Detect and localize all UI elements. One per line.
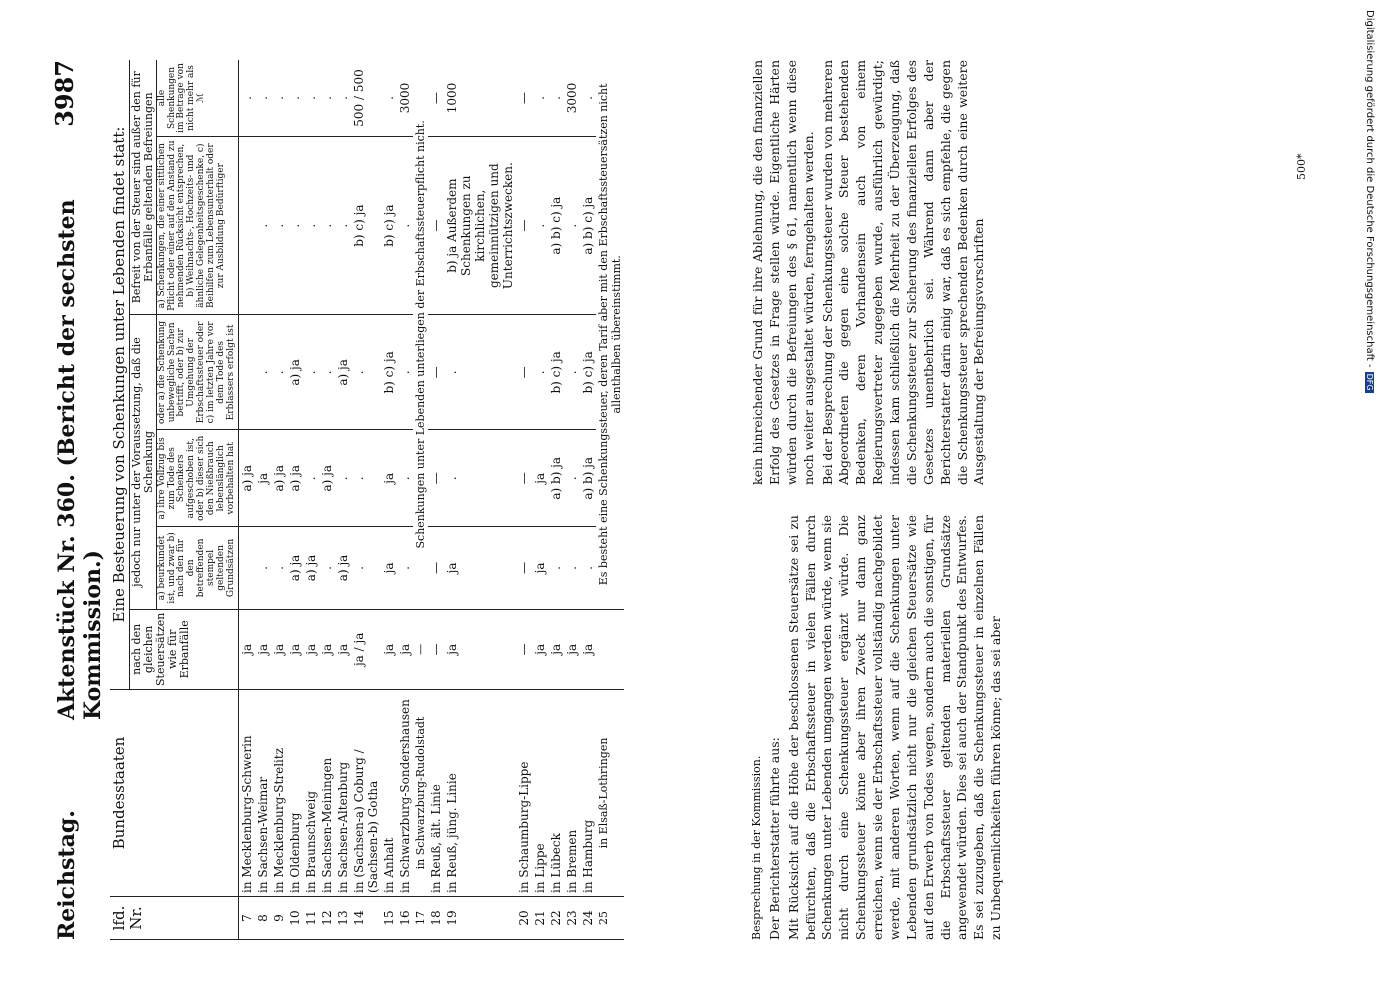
table-row [319, 60, 335, 940]
row-befreit-a: . [532, 136, 548, 314]
row-state: in Elsaß-Lothringen [596, 690, 624, 897]
row-befreit-amount: . [255, 60, 271, 136]
row-jedoch-b: . [335, 430, 351, 527]
paragraph: Der Berichterstatter führte aus: [766, 737, 782, 940]
col-jedoch-c: oder a) die Schenkung unbewegliche Sachen betrifft, oder b) zur Umgehung der Erbschaftssteuer oder c) im letzten Jahre vor dem Tode des Erblassers erfolgt ist [156, 315, 238, 430]
row-jedoch-a: . [271, 527, 287, 610]
row-jedoch-a: a) ja [303, 527, 319, 610]
paragraph: Bei der Besprechung der Schenkungssteuer wurden von mehreren Abgeordneten die gegen eine solche Steuer bestehenden Bedenken, deren Vorhandensein auch von einem Regierungsvertreter zugegeben wurde, ausführlich gewürdigt; indessen kam schließlich die Mehrheit zu der Überzeugung, daß die Schenkungssteuer zur Sicherung des finanziellen Erfolges des Gesetzes unentbehrlich sei. Während dann aber der Berichterstatter darin einig war, daß es sich empfehle, die gegen die Schenkungssteuer sprechenden Bedenken durch eine weitere Ausgestaltung der Befreiungsvorschriften [819, 60, 987, 485]
row-jedoch-c: . [444, 315, 516, 430]
row-jedoch-b: — [516, 430, 532, 527]
row-befreit-amount: 1000 [444, 60, 516, 136]
row-jedoch-b: . [303, 430, 319, 527]
table-row [287, 60, 303, 940]
row-jedoch-b: ja [532, 430, 548, 527]
row-number: 13 [335, 897, 351, 940]
row-state: in Schwarzburg-Sondershausen [397, 690, 413, 897]
row-jedoch-a: a) ja [335, 527, 351, 610]
row-state: in Lippe [532, 690, 548, 897]
row-nach: ja [548, 609, 564, 689]
row-jedoch-a: ja [532, 527, 548, 610]
row-nach: — [516, 609, 532, 689]
row-nach: ja [335, 609, 351, 689]
col-befreit-b [156, 60, 238, 136]
row-state: in Schwarzburg-Rudolstadt [413, 690, 428, 897]
page-header [50, 60, 106, 940]
table-row [532, 60, 548, 940]
row-jedoch-b: ja [255, 430, 271, 527]
row-number: 15 [381, 897, 397, 940]
table-row [351, 60, 381, 940]
row-state: in Lübeck [548, 690, 564, 897]
row-jedoch-a: — [428, 527, 444, 610]
row-jedoch-c: a) ja [287, 315, 303, 430]
table-row [238, 60, 255, 940]
row-befreit-amount: . [548, 60, 564, 136]
row-jedoch-a: . [564, 527, 580, 610]
table-row [413, 60, 428, 940]
row-jedoch-a: . [397, 527, 413, 610]
row-befreit-a: . [287, 136, 303, 314]
table-row [516, 60, 532, 940]
row-number: 12 [319, 897, 335, 940]
row-befreit-a: — [428, 136, 444, 314]
col-befreit-header: Befreit von der Steuer sind außer den für Erbanfälle geltenden Befreiungen [129, 60, 156, 315]
row-jedoch-a: a) ja [287, 527, 303, 610]
row-number: 19 [444, 897, 516, 940]
row-jedoch-b: a) b) ja [580, 430, 596, 527]
row-nach: ja [444, 609, 516, 689]
row-number: 18 [428, 897, 444, 940]
paragraph: kein hinreichender Grund für ihre Ablehnung, die den finanziellen Erfolg des Gesetzes in Frage stellen würde. Eigentliche Härten würden durch die Befreiungen des § 61, namentlich wenn diese noch weiter ausgestaltet würden, ferngehalten werden. [750, 60, 816, 485]
row-state: in Sachsen-Altenburg [335, 690, 351, 897]
row-number: 9 [271, 897, 287, 940]
row-jedoch-c: . [255, 315, 271, 430]
row-befreit-amount: . [580, 60, 596, 136]
table-row [580, 60, 596, 940]
row-state: in Sachsen-Meiningen [319, 690, 335, 897]
col-jedoch-a: a) beurkundet ist, und zwar b) nach den für den betreffenden stempel geltenden Grundsätzen [156, 527, 238, 610]
row-befreit-a: — [516, 136, 532, 314]
table-row [564, 60, 580, 940]
row-nach: ja [287, 609, 303, 689]
digitization-note [1355, 10, 1375, 990]
row-jedoch-b: . [397, 430, 413, 527]
row-state: in Anhalt [381, 690, 397, 897]
row-befreit-a: . [319, 136, 335, 314]
row-jedoch-c: a) ja [335, 315, 351, 430]
row-nach: ja [238, 609, 255, 689]
row-befreit-amount: — [428, 60, 444, 136]
row-number: 17 [413, 897, 428, 940]
row-befreit-a: b) ja Außerdem Schenkungen zu kirchlichen, gemeinnützigen und Unterrichtszwecken. [444, 136, 516, 314]
row-jedoch-c: — [516, 315, 532, 430]
row-number: 14 [351, 897, 381, 940]
row-nach: ja [319, 609, 335, 689]
row-befreit-amount: . [303, 60, 319, 136]
row-jedoch-a: ja [444, 527, 516, 610]
row-befreit-a: . [255, 136, 271, 314]
row-jedoch-a: — [516, 527, 532, 610]
row-state: in Bremen [564, 690, 580, 897]
row-jedoch-c: . [564, 315, 580, 430]
row-span-note: Schenkungen unter Lebenden unterliegen der Erbschaftssteuerpflicht nicht. [413, 60, 428, 609]
section-title: Besprechung in der Kommission. [750, 755, 763, 940]
col-jedoch-header: jedoch nur unter der Voraussetzung, daß die Schenkung [129, 315, 156, 609]
row-befreit-amount: . [532, 60, 548, 136]
row-befreit-amount: . [319, 60, 335, 136]
row-jedoch-b: — [428, 430, 444, 527]
row-jedoch-b: ja [381, 430, 397, 527]
row-nach: ja [580, 609, 596, 689]
row-nach [596, 609, 624, 689]
row-jedoch-c: b) c) ja [548, 315, 564, 430]
row-jedoch-a: . [580, 527, 596, 610]
row-jedoch-b: a) ja [238, 430, 255, 527]
rotated-document [50, 60, 1320, 940]
col-befreit-a: a) Schenkungen, die einer sittlichen Pflicht oder einer auf den Anstand zu nehmenden Rücksicht entsprechen, b) Weihnachts-, Hochzeits- und ähnliche Gelegenheitsgeschenke, c) Beihilfen zum Lebensunterhalt oder zur Ausbildung Bedürftiger [156, 136, 238, 314]
row-befreit-amount: 3000 [397, 60, 413, 136]
tax-table [110, 60, 624, 940]
col-nach-header: nach den gleichen Steuersätzen wie für Erbanfälle [129, 609, 238, 689]
row-number: 22 [548, 897, 564, 940]
text-column-2 [750, 60, 990, 485]
row-jedoch-c: . [532, 315, 548, 430]
row-state: in Schaumburg-Lippe [516, 690, 532, 897]
table-row [444, 60, 516, 940]
row-state: in (Sachsen-a) Coburg / (Sachsen-b) Gotha [351, 690, 381, 897]
row-befreit-a: . [397, 136, 413, 314]
row-state: in Mecklenburg-Strelitz [271, 690, 287, 897]
row-jedoch-c: b) c) ja [381, 315, 397, 430]
table-row [596, 60, 624, 940]
row-jedoch-b: a) ja [271, 430, 287, 527]
row-nach: ja [381, 609, 397, 689]
row-jedoch-c: . [397, 315, 413, 430]
row-jedoch-c: — [428, 315, 444, 430]
row-jedoch-c: . [303, 315, 319, 430]
table-row [255, 60, 271, 940]
row-jedoch-b: . [564, 430, 580, 527]
row-number: 21 [532, 897, 548, 940]
col-befreit-unit: ℳ [196, 93, 207, 103]
row-number: 20 [516, 897, 532, 940]
row-jedoch-a: . [255, 527, 271, 610]
row-state: in Oldenburg [287, 690, 303, 897]
row-number: 24 [580, 897, 596, 940]
row-befreit-a: b) c) ja [351, 136, 381, 314]
page-number: 3987 [50, 60, 79, 127]
table-body [238, 60, 624, 940]
row-nach: ja [564, 609, 580, 689]
row-nach: ja [397, 609, 413, 689]
text-column-1 [750, 515, 1007, 940]
row-jedoch-a [238, 527, 255, 610]
row-state: in Hamburg [580, 690, 596, 897]
row-befreit-a [238, 136, 255, 314]
table-row [381, 60, 397, 940]
row-nach: ja [532, 609, 548, 689]
row-number: 10 [287, 897, 303, 940]
row-jedoch-a: ja [381, 527, 397, 610]
col-land-header: Bundesstaaten [110, 690, 238, 897]
row-number: 16 [397, 897, 413, 940]
row-state: in Braunschweig [303, 690, 319, 897]
row-number: 11 [303, 897, 319, 940]
table-row [335, 60, 351, 940]
row-jedoch-b: . [351, 430, 381, 527]
row-jedoch-b: a) b) ja [548, 430, 564, 527]
footer-signature: 500* [1295, 153, 1308, 180]
table-row [428, 60, 444, 940]
row-nach: ja [303, 609, 319, 689]
row-befreit-amount: 3000 [564, 60, 580, 136]
row-befreit-amount: . [287, 60, 303, 136]
row-state: in Mecklenburg-Schwerin [238, 690, 255, 897]
row-nach: ja [255, 609, 271, 689]
row-number: 25 [596, 897, 624, 940]
row-befreit-amount: . [335, 60, 351, 136]
row-state: in Sachsen-Weimar [255, 690, 271, 897]
row-jedoch-c: . [319, 315, 335, 430]
table-row [303, 60, 319, 940]
row-state: in Reuß, jüng. Linie [444, 690, 516, 897]
row-span-note: Es besteht eine Schenkungssteuer, deren Tarif aber mit den Erbschaftssteuersätzen nicht allenthalben übereinstimmt. [596, 60, 624, 609]
row-befreit-a: . [335, 136, 351, 314]
row-nach: — [413, 609, 428, 689]
col-nr-header: lfd. Nr. [110, 897, 238, 940]
table-caption: Eine Besteuerung von Schenkungen unter Lebenden findet statt: [110, 60, 129, 690]
row-befreit-a: . [564, 136, 580, 314]
row-befreit-a: . [303, 136, 319, 314]
row-jedoch-b: a) ja [287, 430, 303, 527]
paragraph: Mit Rücksicht auf die Höhe der beschlossenen Steuersätze sei zu befürchten, daß die Erbschaftssteuer in vielen Fällen durch Schenkungen unter Lebenden umgangen werden würde, wenn sie nicht durch eine Schenkungssteuer ergänzt würde. Die Schenkungssteuer könne aber ihren Zweck nur dann ganz erreichen, wenn sie der Erbschaftssteuer vollständig nachgebildet werde, mit anderen Worten, wenn auf die Schenkungen unter Lebenden grundsätzlich nicht nur die gleichen Steuersätze wie auf den Erwerb von Todes wegen, sondern auch die sonstigen, für die Erbschaftssteuer geltenden materiellen Grundsätze angewendet würden. Dies sei auch der Standpunkt des Entwurfes. Es sei zuzugeben, daß die Schenkungssteuer in einzelnen Fällen zu Unbequemlichkeiten führen könne; das sei aber [785, 515, 1004, 940]
row-number: 8 [255, 897, 271, 940]
row-befreit-amount: . [271, 60, 287, 136]
row-nach: ja / ja [351, 609, 381, 689]
row-befreit-amount: . [238, 60, 255, 136]
row-jedoch-b: a) ja [319, 430, 335, 527]
header-left: Reichstag. [54, 810, 80, 940]
row-jedoch-c [238, 315, 255, 430]
row-jedoch-c: . [351, 315, 381, 430]
row-jedoch-a: . [548, 527, 564, 610]
row-jedoch-c: b) c) ja [580, 315, 596, 430]
table-row [548, 60, 564, 940]
table-row [271, 60, 287, 940]
row-befreit-amount: 500 / 500 [351, 60, 381, 136]
row-nach: — [428, 609, 444, 689]
col-befreit-b-label: alle Schenkungen im Betrage von nicht mehr als [156, 63, 197, 133]
row-nach: ja [271, 609, 287, 689]
row-jedoch-a: . [319, 527, 335, 610]
row-state: in Reuß, ält. Linie [428, 690, 444, 897]
row-befreit-a: a) b) c) ja [580, 136, 596, 314]
digitization-text: Digitalisierung gefördert durch die Deutsche Forschungsgemeinschaft - [1364, 10, 1375, 368]
row-jedoch-c: . [271, 315, 287, 430]
row-befreit-a: b) c) ja [381, 136, 397, 314]
header-title: Aktenstück Nr. 360. (Bericht der sechsten Kommission.) [54, 199, 106, 720]
row-befreit-a: a) b) c) ja [548, 136, 564, 314]
row-number: 23 [564, 897, 580, 940]
dfg-logo: DFG [1365, 373, 1374, 391]
row-jedoch-b: . [444, 430, 516, 527]
table-row [397, 60, 413, 940]
col-jedoch-b: a) ihre Vollzug bis zum Tode des Schenkers aufgeschoben ist, oder b) dieser sich den Nießbrauch lebenslänglich vorbehalten hat [156, 430, 238, 527]
row-befreit-a: . [271, 136, 287, 314]
row-befreit-amount: — [516, 60, 532, 136]
row-befreit-amount: . [381, 60, 397, 136]
row-number: 7 [238, 897, 255, 940]
row-jedoch-a: . [351, 527, 381, 610]
